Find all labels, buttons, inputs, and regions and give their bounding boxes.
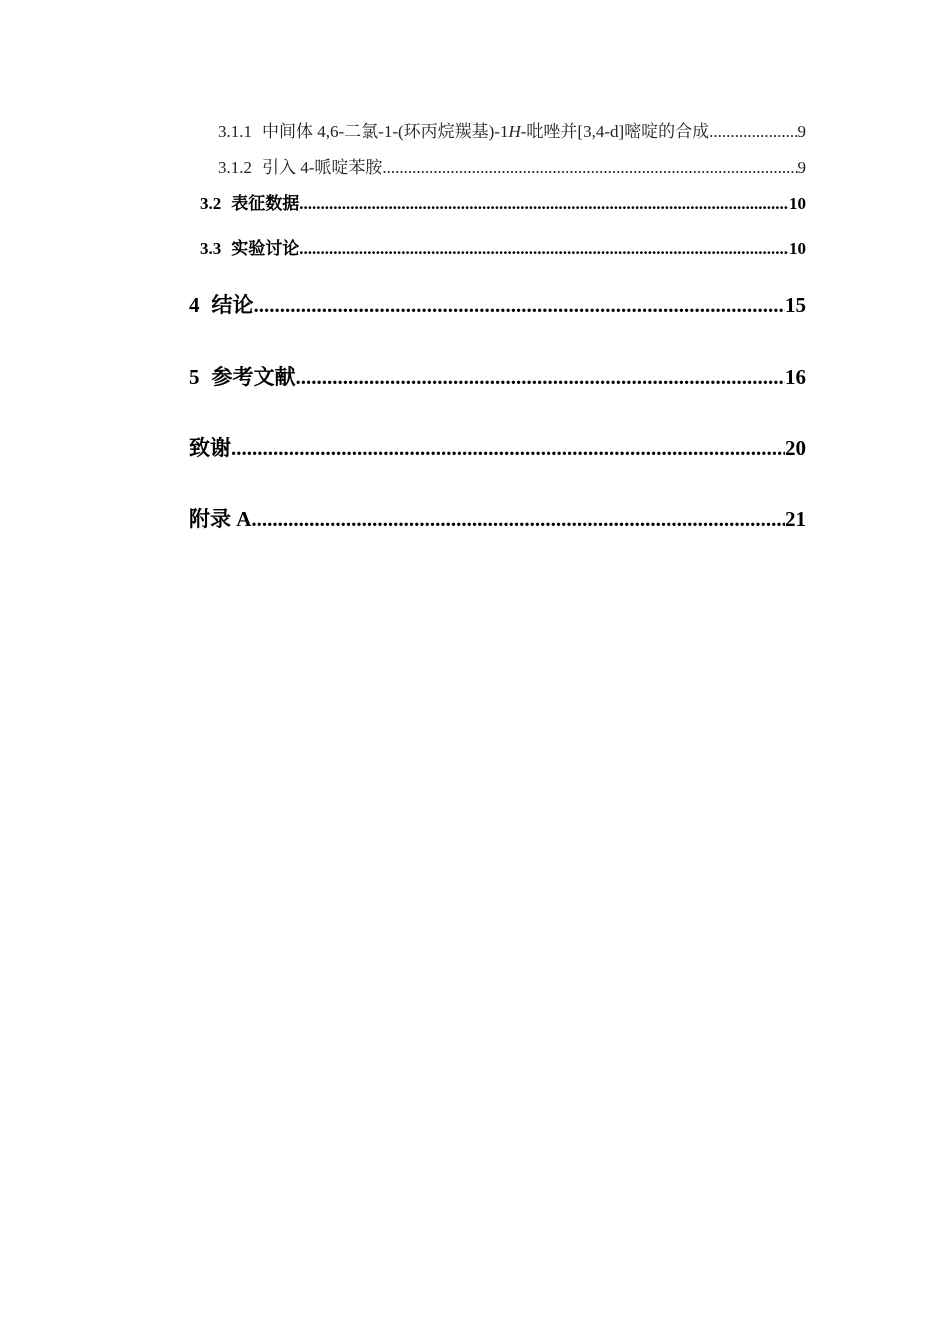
section-title-part: -吡唑并[3,4-d]嘧啶的合成 [520, 122, 710, 141]
toc-entry-3-1-1[interactable] [218, 117, 806, 142]
section-title: 表征数据 [231, 194, 300, 213]
section-title: 结论 [211, 293, 254, 317]
page-number: 10 [789, 239, 806, 258]
section-title: 实验讨论 [231, 239, 300, 258]
page-number: 21 [785, 507, 806, 531]
section-title: 参考文献 [211, 365, 296, 389]
section-number: 3.2 [200, 194, 222, 213]
dot-leader [709, 122, 797, 142]
section-number: 3.1.2 [218, 158, 252, 177]
toc-entry-5[interactable] [189, 361, 806, 391]
section-number: 3.1.1 [218, 122, 252, 141]
toc-entry-3-1-2[interactable] [218, 153, 806, 178]
dot-leader [254, 293, 786, 318]
dot-leader [296, 365, 786, 390]
page-number: 20 [785, 436, 806, 460]
section-title-part: 中间体 4,6-二氯-1-(环丙烷羰基)-1 [262, 122, 509, 141]
dot-leader [299, 194, 789, 214]
toc-entry-3-3[interactable] [200, 234, 806, 259]
page-number: 16 [785, 365, 806, 389]
toc-entry-3-2[interactable] [200, 189, 806, 214]
section-title [262, 117, 709, 142]
page-number: 10 [789, 194, 806, 213]
toc-entry-appendix-a[interactable] [189, 503, 806, 533]
dot-leader [251, 507, 785, 532]
page-number: 15 [785, 293, 806, 317]
section-number: 4 [189, 293, 200, 317]
dot-leader [382, 158, 797, 178]
dot-leader [231, 436, 785, 461]
section-number: 5 [189, 365, 200, 389]
section-title: 致谢 [189, 436, 231, 460]
section-title: 附录 A [189, 507, 252, 531]
section-title-italic: H [508, 122, 521, 141]
page-number: 9 [797, 122, 806, 141]
toc-entry-4[interactable] [189, 289, 806, 319]
toc-entry-acknowledgements[interactable] [189, 432, 806, 462]
dot-leader [299, 239, 789, 259]
page-number: 9 [797, 158, 806, 177]
section-number: 3.3 [200, 239, 222, 258]
section-title: 引入 4-哌啶苯胺 [262, 158, 383, 177]
